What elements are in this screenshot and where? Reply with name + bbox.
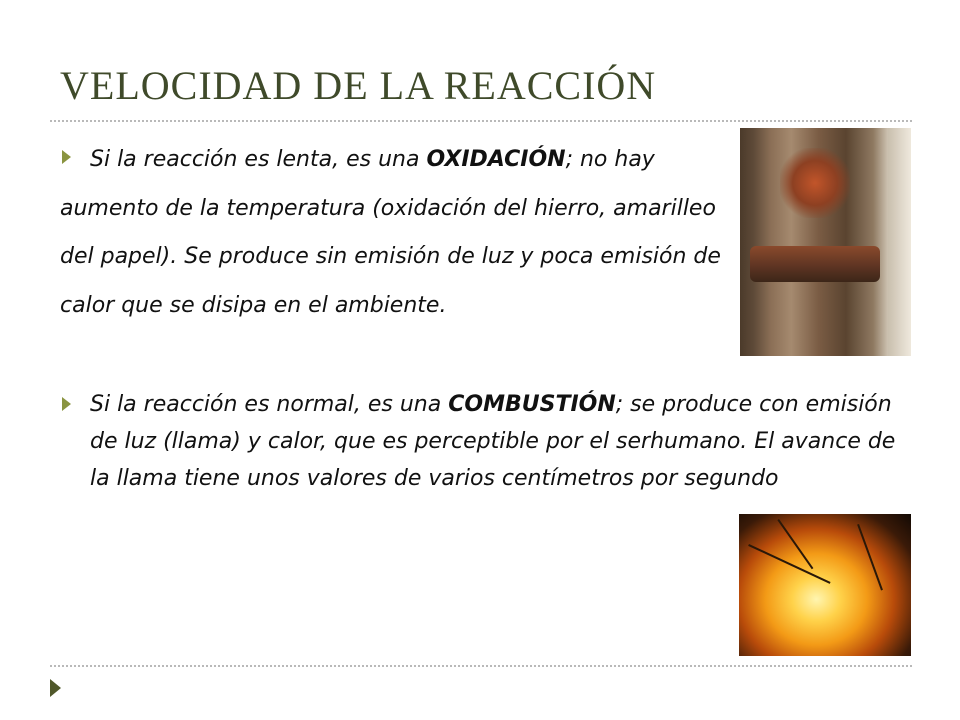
nav-arrow-icon[interactable] [50, 679, 61, 697]
pipe-collar [750, 246, 880, 282]
branch-silhouette [748, 544, 830, 584]
bullet-oxidation-text: ; no hay aumento de la temperatura (oxidación del hierro, amarilleo del papel). Se produce sin emisión de luz y poca emisión de calor que se disipa en el ambiente. [60, 147, 721, 318]
rust-patch [780, 148, 850, 218]
bullet-combustion-text: ; se produce con emisión de luz (llama) y calor, que es perceptible por el serhumano. El avance de la llama tiene unos valores de varios centímetros por segundo [90, 392, 896, 491]
bullet-oxidation [60, 136, 740, 330]
title-divider [50, 120, 912, 122]
keyword-combustion: COMBUSTIÓN [448, 392, 616, 417]
branch-silhouette [857, 524, 883, 590]
bullet-oxidation-intro: Si la reacción es lenta, es una [90, 147, 427, 172]
wall-edge [888, 128, 911, 356]
slide-title: VELOCIDAD DE LA REACCIÓN [60, 63, 657, 108]
rusted-pipe-photo [740, 128, 911, 356]
bullet-combustion [90, 386, 920, 497]
bullet-arrow-icon [62, 397, 71, 411]
keyword-oxidation: OXIDACIÓN [426, 147, 566, 172]
bullet-combustion-intro: Si la reacción es normal, es una [90, 392, 449, 417]
footer-divider [50, 665, 912, 667]
fire-photo [739, 514, 911, 656]
